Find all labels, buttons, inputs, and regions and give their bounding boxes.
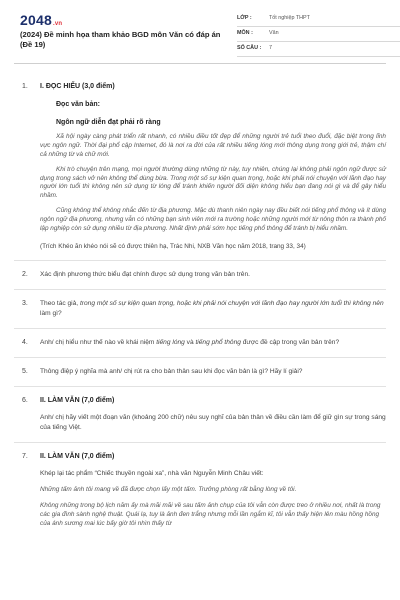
meta-value: Văn [269, 30, 279, 37]
question-text [40, 338, 386, 348]
divider [14, 289, 386, 290]
question-text-part: Anh/ chị hiểu như thế nào về khái niệm [40, 338, 157, 346]
logo-suffix: .vn [52, 21, 63, 27]
question-text-part: Theo tác giả, [40, 300, 80, 308]
document-header [14, 0, 386, 64]
question-text: Anh/ chị hãy viết một đoạn văn (khoảng 200 chữ) nêu suy nghĩ của bản thân về điều cần làm để giữ gìn sự trong sáng của tiếng Việt. [40, 414, 386, 432]
question-2 [14, 270, 386, 280]
question-text-part: và [184, 338, 196, 346]
question-1 [14, 82, 386, 251]
question-text-italic: tiếng phổ thông [195, 338, 241, 346]
question-number: 5. [22, 367, 28, 375]
question-text-italic: trong một số sự kiện quan trọng, hoặc khi phải nói chuyện với lãnh đạo hay người lớn tuổi thì không nên [79, 300, 384, 308]
site-logo[interactable] [20, 11, 62, 30]
meta-table [237, 12, 400, 57]
question-5 [14, 367, 386, 377]
question-6 [14, 396, 386, 433]
meta-label: SỐ CÂU : [237, 45, 262, 52]
passage-title: Ngôn ngữ diễn đạt phải rõ ràng [56, 118, 161, 126]
divider [14, 357, 386, 358]
meta-row-subject [237, 27, 400, 42]
quote-paragraph: Những tấm ảnh tôi mang về đã được chọn lấy một tấm. Trưởng phòng rất bằng lòng về tôi. [40, 486, 297, 494]
question-text-italic: tiếng lóng [156, 338, 185, 346]
meta-row-count [237, 42, 400, 57]
question-text [40, 299, 386, 319]
meta-value: Tốt nghiệp THPT [269, 15, 310, 22]
passage-source: (Trích Khéo ăn khéo nói sẽ có được thiên hạ, Trác Nhi, NXB Văn học năm 2018, trang 33, 34) [40, 242, 306, 250]
meta-label: MÔN : [237, 30, 253, 37]
question-text-part: được đề cập trong văn bản trên? [240, 338, 340, 346]
page-title: (2024) Đề minh họa tham khảo BGD môn Văn có đáp án (Đề 19) [20, 30, 221, 50]
quote-paragraph: Không những trong bộ lịch năm ấy mà mãi mãi về sau tấm ảnh chụp của tôi vẫn còn được treo ở nhiều nơi, nhất là trong các gia đình sành nghệ thuật. Quái lạ, tuy là ảnh đen trắng nhưng mỗi lần ngắm kĩ, tôi vẫn thấy hiện lên màu hồng hồng của ánh sương mai lúc bấy giờ tôi nhìn thấy từ [40, 501, 381, 528]
question-intro: Khép lại tác phẩm “Chiếc thuyền ngoài xa”, nhà văn Nguyễn Minh Châu viết: [40, 470, 264, 478]
divider [14, 442, 386, 443]
question-7 [14, 452, 386, 528]
passage-paragraph: Cũng không thể không nhắc đến từ địa phương. Mặc dù thanh niên ngày nay đều biết nói tiếng phổ thông và ít dùng ngôn ngữ địa phương, nhưng vẫn có những bạn sinh viên mới ra trường hoặc những người mới từ nông thôn ra thành phố lập nghiệp còn sử dụng nhiều từ địa phương. Nhất định phải sớm học tiếng phổ thông để tránh bị hiểu nhầm. [40, 207, 386, 232]
divider [14, 386, 386, 387]
divider [14, 328, 386, 329]
section-title: I. ĐỌC HIỂU (3,0 điểm) [40, 83, 115, 90]
meta-label: LỚP : [237, 15, 252, 22]
section-title: II. LÀM VĂN (7,0 điểm) [40, 396, 115, 404]
question-number: 4. [22, 338, 28, 346]
meta-value: 7 [269, 45, 272, 52]
read-label: Đọc văn bản: [56, 101, 100, 109]
document-content [14, 64, 386, 528]
question-text-part: làm gì? [40, 310, 62, 318]
divider [14, 260, 386, 261]
question-number: 2. [22, 271, 28, 279]
question-4 [14, 338, 386, 348]
section-title: II. LÀM VĂN (7,0 điểm) [40, 452, 115, 460]
passage-paragraph: Khi trò chuyện trên mạng, mọi người thường dùng những từ này, tuy nhiên, chúng lại không phải ngôn ngữ được sử dụng trong sách vở nên không thể dùng bừa. Trong một số sự kiện quan trọng, hoặc khi phải nói chuyện với lãnh đạo hay người lớn tuổi thì không nên sử dụng từ lóng để tránh khiến người đối diện không hiểu bạn đang nói gì và để gây hiểu nhầm. [40, 165, 386, 200]
question-3 [14, 299, 386, 319]
question-number: 1. [22, 83, 28, 90]
question-number: 7. [22, 452, 28, 460]
question-text: Xác định phương thức biểu đạt chính được sử dụng trong văn bản trên. [40, 271, 250, 279]
question-number: 3. [22, 300, 28, 308]
meta-row-class [237, 12, 400, 27]
question-text: Thông điệp ý nghĩa mà anh/ chị rút ra cho bản thân sau khi đọc văn bản là gì? Hãy lí giải? [40, 367, 303, 375]
question-number: 6. [22, 396, 28, 404]
logo-brand: 2048 [20, 12, 52, 28]
passage-paragraph: Xã hội ngày càng phát triển rất nhanh, có nhiều điều tốt đẹp để những người trẻ tuổi theo đuổi, đặc biệt trong lĩnh vực ngôn ngữ. Thời đại phổ cập Internet, đó là nơi ra đời của rất nhiều tiếng lóng mới thông dụng trong giới trẻ, thậm chí cả những từ và chữ mới. [40, 133, 386, 158]
